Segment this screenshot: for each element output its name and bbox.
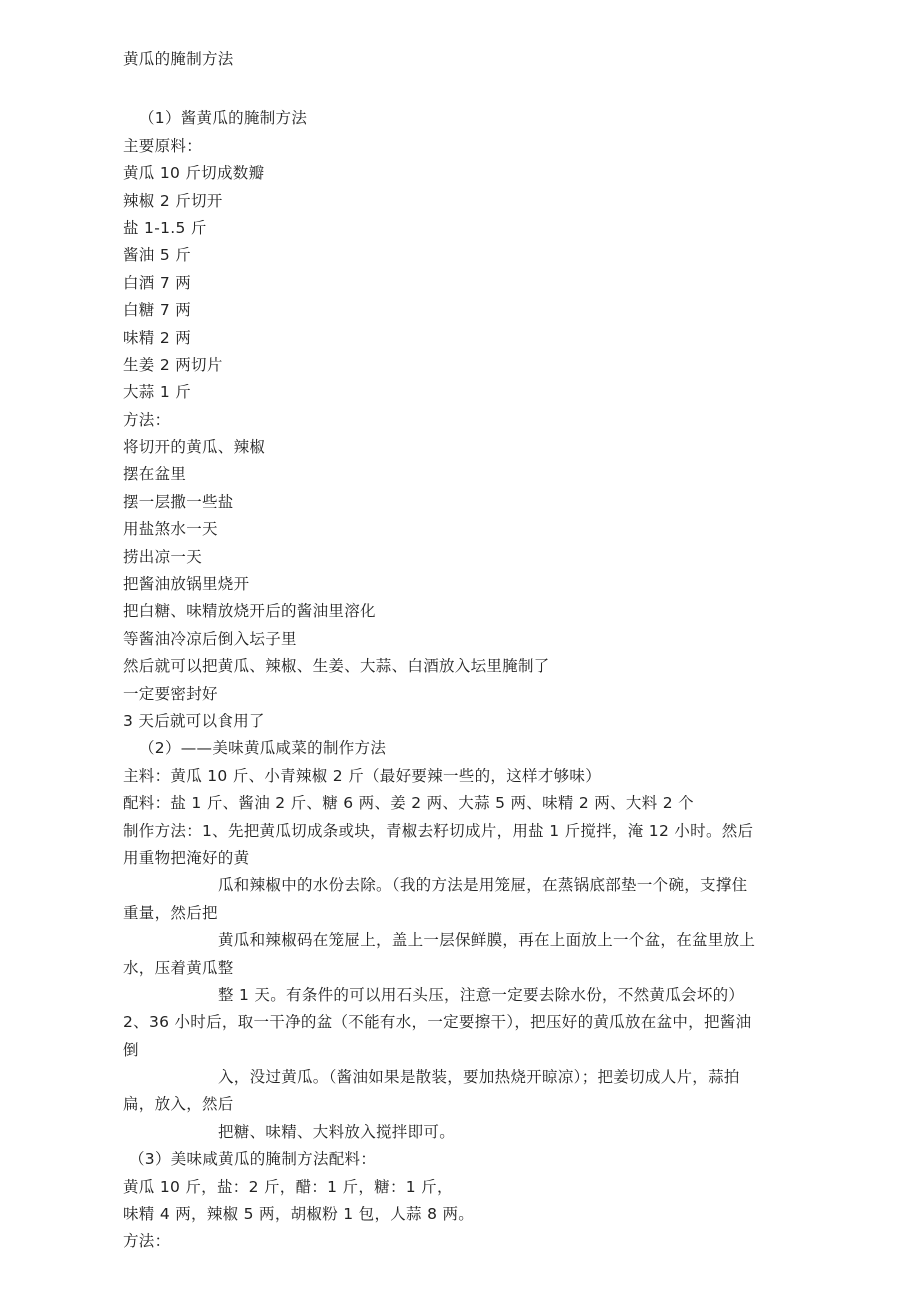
spacer: [123, 73, 823, 105]
section3-method-label: 方法：: [123, 1232, 171, 1251]
seasonings: 配料：盐 1 斤、酱油 2 斤、糖 6 两、姜 2 两、大蒜 5 两、味精 2 两、大料 2 个: [123, 794, 694, 813]
method-step: 3 天后就可以食用了: [123, 711, 265, 730]
section3-ingredients-line: 黄瓜 10 斤，盐：2 斤，醋：1 斤，糖：1 斤，: [123, 1177, 453, 1196]
ingredient-item: 白酒 7 两: [123, 273, 192, 292]
method-line: 扁，放入，然后: [123, 1095, 234, 1114]
method-step: 然后就可以把黄瓜、辣椒、生姜、大蒜、白酒放入坛里腌制了: [123, 657, 550, 676]
method-step: 把白糖、味精放烧开后的酱油里溶化: [123, 602, 376, 621]
method-label: 方法：: [123, 410, 171, 429]
section1-heading: （1）酱黄瓜的腌制方法: [139, 109, 308, 128]
ingredient-item: 酱油 5 斤: [123, 246, 192, 265]
method-line: 重量，然后把: [123, 903, 218, 922]
ingredient-item: 盐 1-1.5 斤: [123, 218, 207, 237]
method-step: 用盐煞水一天: [123, 520, 218, 539]
method-line: 水，压着黄瓜整: [123, 958, 234, 977]
document-title: 黄瓜的腌制方法: [123, 50, 234, 68]
ingredient-item: 黄瓜 10 斤切成数瓣: [123, 164, 265, 183]
method-line: 制作方法：1、先把黄瓜切成条或块，青椒去籽切成片，用盐 1 斤搅拌，淹 12 小时。然后: [123, 821, 754, 840]
ingredient-item: 生姜 2 两切片: [123, 355, 223, 374]
method-line: 用重物把淹好的黄: [123, 848, 250, 867]
method-line: 把糖、味精、大料放入搅拌即可。: [218, 1122, 456, 1141]
method-line: 入，没过黄瓜。（酱油如果是散装，要加热烧开晾凉）；把姜切成人片，蒜拍: [218, 1068, 740, 1087]
method-step: 一定要密封好: [123, 684, 218, 703]
ingredient-item: 白糖 7 两: [123, 301, 192, 320]
ingredients-label: 主要原料：: [123, 136, 203, 155]
method-line: 倒: [123, 1040, 139, 1059]
ingredient-item: 味精 2 两: [123, 328, 192, 347]
method-line: 整 1 天。有条件的可以用石头压，注意一定要去除水份，不然黄瓜会坏的）: [218, 985, 745, 1004]
method-line: 瓜和辣椒中的水份去除。（我的方法是用笼屉，在蒸锅底部垫一个碗，支撑住: [218, 876, 748, 895]
ingredient-item: 大蒜 1 斤: [123, 383, 192, 402]
method-line: 黄瓜和辣椒码在笼屉上，盖上一层保鲜膜，再在上面放上一个盆，在盆里放上: [218, 931, 756, 950]
method-step: 等酱油冷凉后倒入坛子里: [123, 629, 297, 648]
method-step: 将切开的黄瓜、辣椒: [123, 438, 266, 457]
section3-heading: （3）美味咸黄瓜的腌制方法配料：: [129, 1150, 377, 1169]
method-step: 把酱油放锅里烧开: [123, 575, 250, 594]
method-step: 摆一层撒一些盐: [123, 492, 234, 511]
main-ingredients: 主料：黄瓜 10 斤、小青辣椒 2 斤（最好要辣一些的，这样才够味）: [123, 766, 601, 785]
method-line: 2、36 小时后，取一干净的盆（不能有水，一定要擦干），把压好的黄瓜放在盆中，把酱油: [123, 1013, 752, 1032]
section2-heading: （2）——美味黄瓜咸菜的制作方法: [139, 739, 387, 758]
method-step: 捞出凉一天: [123, 547, 203, 566]
document-page: [123, 46, 823, 1256]
method-step: 摆在盆里: [123, 465, 187, 484]
ingredient-item: 辣椒 2 斤切开: [123, 191, 223, 210]
section3-ingredients-line: 味精 4 两，辣椒 5 两，胡椒粉 1 包，人蒜 8 两。: [123, 1205, 475, 1224]
